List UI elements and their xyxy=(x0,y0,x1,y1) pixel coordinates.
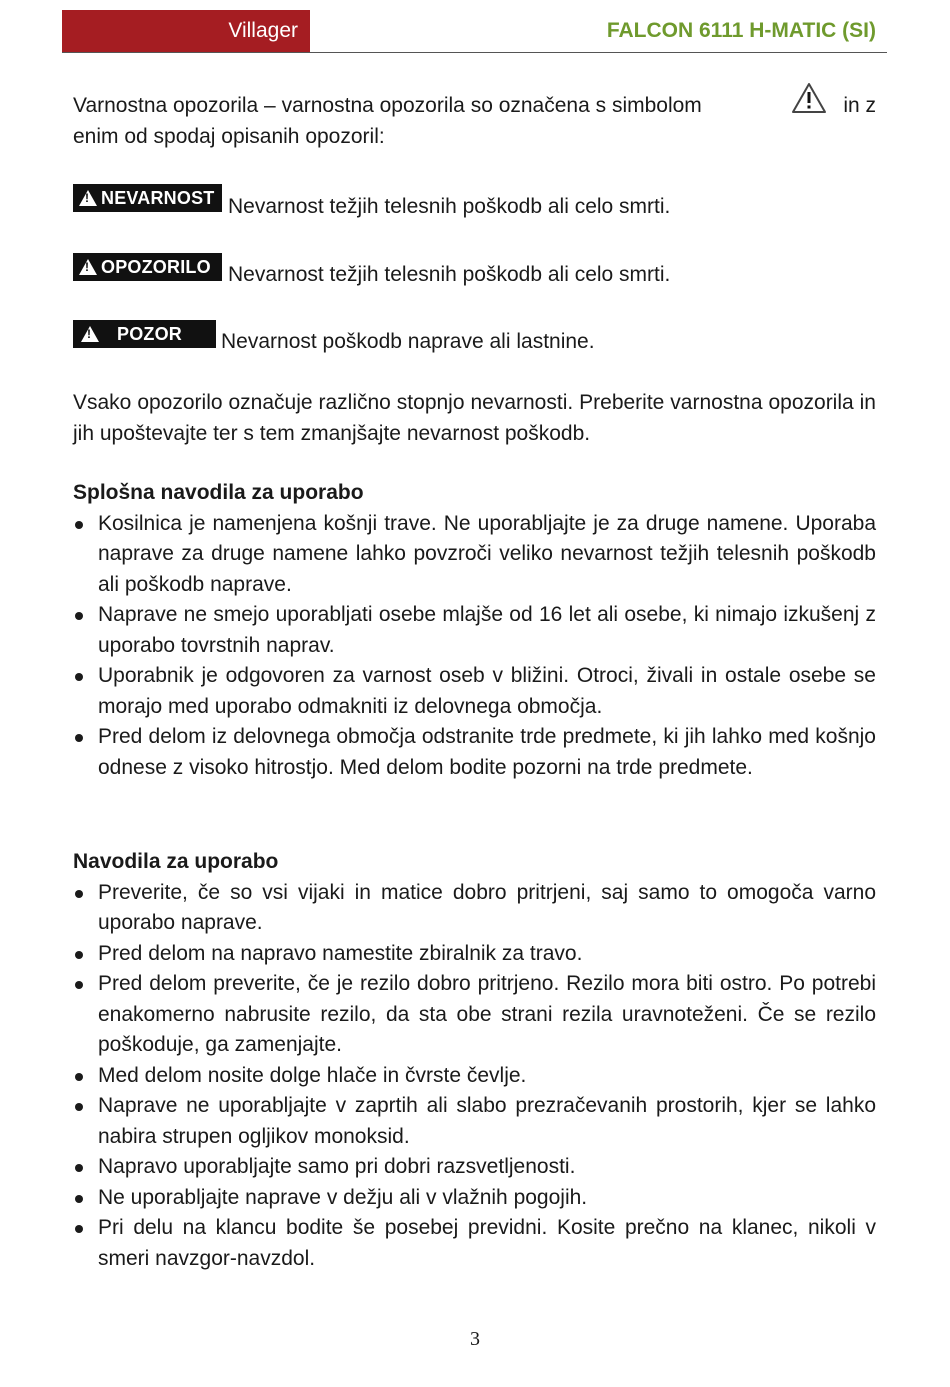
model-title: FALCON 6111 H-MATIC (SI) xyxy=(606,19,876,42)
signal-label: NEVARNOST xyxy=(101,188,215,208)
usage-list xyxy=(73,878,876,1275)
signal-pozor-badge xyxy=(73,320,216,348)
list-item: Ne uporabljajte naprave v dežju ali v vlažnih pogojih. xyxy=(73,1183,876,1214)
warning-icon xyxy=(79,259,97,275)
intro-line-2: enim od spodaj opisanih opozoril: xyxy=(73,124,385,148)
list-item: Pred delom na napravo namestite zbiralnik za travo. xyxy=(73,939,876,970)
severity-paragraph: Vsako opozorilo označuje različno stopnjo nevarnosti. Preberite varnostna opozorila in jih upoštevajte ter s tem zmanjšajte nevarnost poškodb. xyxy=(73,391,876,445)
signal-label: OPOZORILO xyxy=(101,257,211,277)
list-item: Pri delu na klancu bodite še posebej previdni. Kosite prečno na klanec, nikoli v smeri navzgor-navzdol. xyxy=(73,1213,876,1274)
intro-suffix: in z xyxy=(843,94,876,117)
signal-nevarnost-desc: Nevarnost težjih telesnih poškodb ali celo smrti. xyxy=(228,195,671,218)
intro-paragraph xyxy=(73,91,876,152)
signal-nevarnost-badge xyxy=(73,184,222,212)
general-list xyxy=(73,509,876,784)
list-item: Med delom nosite dolge hlače in čvrste čevlje. xyxy=(73,1061,876,1092)
general-heading: Splošna navodila za uporabo xyxy=(73,481,364,504)
brand-label: Villager xyxy=(62,10,310,52)
list-item: Pred delom preverite, če je rezilo dobro pritrjeno. Rezilo mora biti ostro. Po potrebi enakomerno nabrusite rezilo, da sta obe strani rezila uravnoteženi. Če se rezilo poškoduje, ga zamenjajte. xyxy=(73,969,876,1061)
usage-section xyxy=(73,847,876,1274)
signal-opozorilo-desc: Nevarnost težjih telesnih poškodb ali celo smrti. xyxy=(228,263,671,286)
header-divider xyxy=(62,52,887,53)
intro-text: Varnostna opozorila – varnostna opozorila so označena s simbolom xyxy=(73,94,702,117)
page-number: 3 xyxy=(470,1328,480,1350)
usage-heading: Navodila za uporabo xyxy=(73,850,279,873)
warning-triangle-icon xyxy=(791,82,827,114)
list-item: Napravo uporabljajte samo pri dobri razsvetljenosti. xyxy=(73,1152,876,1183)
intro-line-1 xyxy=(73,91,779,122)
signal-pozor-desc: Nevarnost poškodb naprave ali lastnine. xyxy=(221,330,595,353)
general-section xyxy=(73,478,876,783)
warning-icon xyxy=(79,190,97,206)
list-item: Pred delom iz delovnega območja odstranite trde predmete, ki jih lahko med košnjo odnese z visoko hitrostjo. Med delom bodite pozorni na trde predmete. xyxy=(73,722,876,783)
list-item: Uporabnik je odgovoren za varnost oseb v bližini. Otroci, živali in ostale osebe se morajo med uporabo odmakniti iz delovnega območja. xyxy=(73,661,876,722)
list-item: Naprave ne smejo uporabljati osebe mlajše od 16 let ali osebe, ki nimajo izkušenj z uporabo tovrstnih naprav. xyxy=(73,600,876,661)
list-item: Kosilnica je namenjena košnji trave. Ne uporabljajte je za druge namene. Uporaba naprave za druge namene lahko povzroči veliko nevarnost težjih telesnih poškodb ali poškodb naprave. xyxy=(73,509,876,601)
list-item: Naprave ne uporabljajte v zaprtih ali slabo prezračevanih prostorih, kjer se lahko nabira strupen ogljikov monoksid. xyxy=(73,1091,876,1152)
signal-label: POZOR xyxy=(117,324,183,344)
list-item: Preverite, če so vsi vijaki in matice dobro pritrjeni, saj samo to omogoča varno uporabo naprave. xyxy=(73,878,876,939)
warning-icon xyxy=(81,326,99,342)
signal-opozorilo-badge xyxy=(73,253,222,281)
